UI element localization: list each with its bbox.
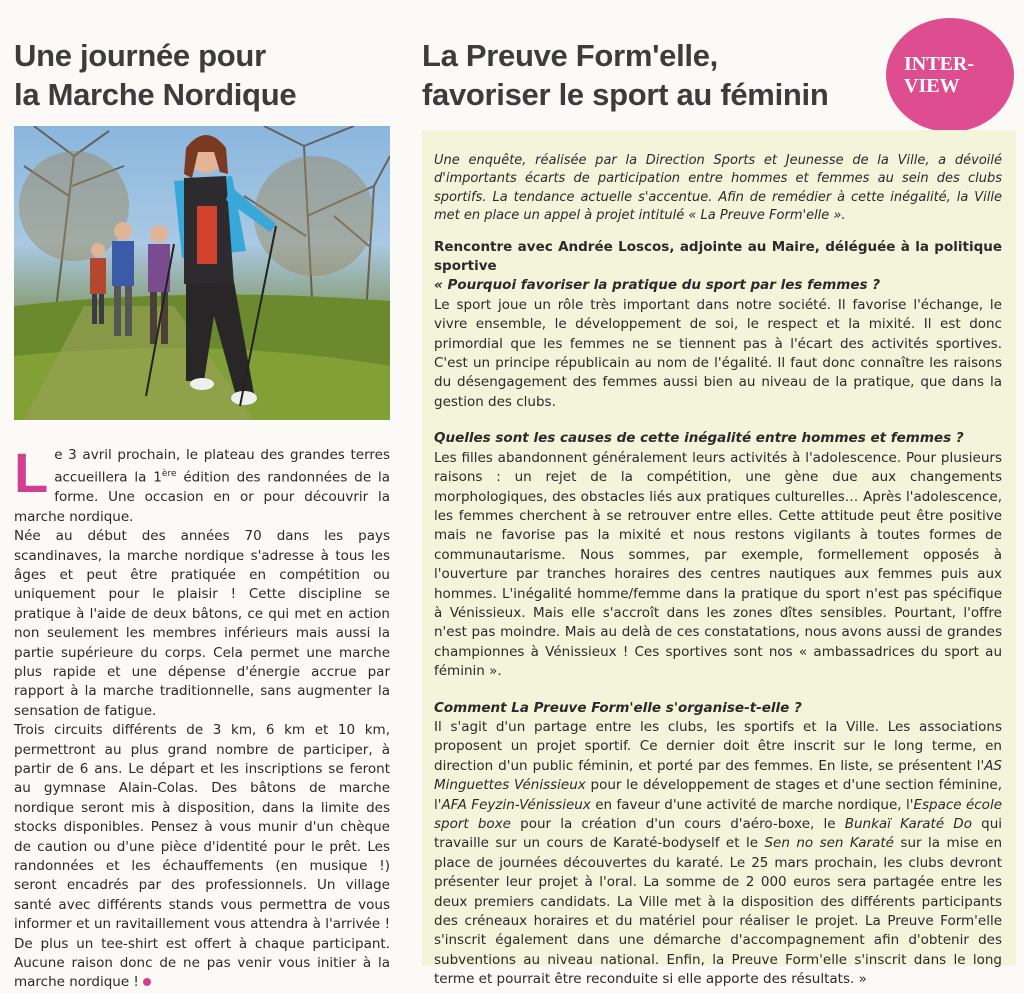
- answer-3-part3: en faveur d'une activité de marche nordique, l': [590, 796, 914, 813]
- left-p1-sup: ère: [161, 469, 177, 480]
- spacer: [434, 412, 1002, 429]
- interview-meeting: Rencontre avec Andrée Loscos, adjointe au Maire, déléguée à la politique sportive: [434, 238, 1002, 275]
- answer-1: Le sport joue un rôle très important dans notre société. Il favorise l'échange, le vivre ensemble, le développement de soi, le respect et la mixité. Il est donc primordial que les femmes ne se tiennent pas à l'écart des activités sportives. C'est un principe républicain au nom de l'égalité. Il faut donc connaître les raisons du désengagement des femmes aussi bien au niveau de la pratique, que dans la gestion des clubs.: [434, 296, 1002, 410]
- badge-line1: INTER-: [904, 53, 975, 75]
- left-paragraph-1: [14, 441, 390, 527]
- badge-line2: VIEW: [904, 75, 960, 97]
- interview-badge: [886, 18, 1014, 132]
- answer-3: [434, 718, 1002, 990]
- nordic-walking-photo: [14, 126, 390, 420]
- end-mark-icon: [143, 978, 151, 986]
- question-1: « Pourquoi favoriser la pratique du sport par les femmes ?: [434, 277, 881, 294]
- answer-3-part6: sur la mise en place de journées découvertes du karaté. Le 25 mars prochain, les clubs devront présenter leur projet à l'oral. La somme de 2 000 euros sera partagée entre les deux premiers candidats. La Ville met à la disposition des différents participants des créneaux horaires et du matériel pour réaliser le projet. La Preuve Form'elle s'inscrit également dans une démarche d'accompagnement afin d'obtenir des subventions au niveau national. Enfin, la Preuve Form'elle s'inscrit dans le long terme et pourrait être reconduite si elle apporte des résultats. »: [434, 835, 1002, 988]
- left-p1-text-a: e 3 avril prochain, le plateau des grandes terres accueillera la 1: [54, 447, 390, 486]
- club-espace-ecole-boxe: Espace école sport boxe: [434, 796, 1002, 832]
- right-article-title: [422, 36, 882, 114]
- club-bunkai-karate: Bunkaï Karaté Do: [844, 816, 972, 832]
- left-article: [14, 36, 392, 420]
- left-article-title: [14, 36, 392, 114]
- left-article-body: [14, 441, 390, 993]
- left-paragraph-2: Née au début des années 70 dans les pays scandinaves, la marche nordique s'adresse à tous les âges et peut être pratiquée en compétition ou uniquement pour le plaisir ! Cette discipline se pratique à l'aide de deux bâtons, ce qui met en action non seulement les membres inférieurs mais aussi la partie supérieure du corps. Cela permet une marche plus rapide et une dépense d'énergie accrue par rapport à la marche traditionnelle, sans augmenter la sensation de fatigue.: [14, 528, 390, 719]
- answer-3-part5: qui travaille sur un cours de Karaté-bodyself et le: [434, 816, 1003, 852]
- right-title-line1: La Preuve Form'elle,: [422, 38, 718, 73]
- answer-3-part2: pour le développement de stages et d'une section féminine, l': [434, 777, 1003, 813]
- answer-3-part4: pour la création d'un cours d'aéro-boxe, le: [511, 816, 845, 832]
- question-3: Comment La Preuve Form'elle s'organise-t-elle ?: [434, 699, 802, 716]
- left-p1-text-b: édition des randonnées de la forme. Une occasion en or pour découvrir la marche nordique.: [14, 469, 390, 525]
- left-p3-text: Trois circuits différents de 3 km, 6 km et 10 km, permettront au plus grand nombre de participer, à partir de 6 ans. Le départ et les inscriptions se feront au gymnase Alain-Colas. Des bâtons de marche nordique seront mis à disposition, dans la limite des stocks disponibles. Pensez à vous munir d'un chèque de caution ou d'une pièce d'identité pour le prêt. Les randonnées et les échauffements (en musique !) seront encadrés par des professionnels. Un village santé avec différents stands vous permettra de vous informer et un ravitaillement vous attendra à l'arrivée ! De plus un tee-shirt est offert à chaque participant. Aucune raison donc de ne pas venir vous initier à la marche nordique !: [14, 722, 390, 991]
- question-2: Quelles sont les causes de cette inégalité entre hommes et femmes ?: [434, 430, 964, 447]
- club-as-minguettes: AS Minguettes Vénissieux: [434, 757, 1002, 794]
- answer-2: Les filles abandonnent généralement leurs activités à l'adolescence. Pour plusieurs raisons : un rejet de la compétition, une gène due aux changements morphologiques, des obstacles liés aux pratiques culturelles… Après l'adolescence, les femmes cherchent à se retrouver entre elles. Cette attitude peut être positive mais ne favorise pas la mixité et nous restons vigilants à toutes formes de communautarisme. Nous sommes, par exemple, formellement opposés à l'ouverture par tranches horaires des centres nautiques aux femmes puis aux hommes. L'inégalité homme/femme dans la pratique du sport n'est pas spécifique à Vénissieux. Mais elle s'accroît dans les zones dîtes sensibles. Pourtant, l'offre n'est pas moindre. Mais au delà de ces constatations, nous avons aussi de grandes championnes à Vénissieux ! Ces sportives sont nos « ambassadrices du sport au féminin ».: [434, 449, 1002, 680]
- interview-panel: [422, 130, 1016, 988]
- answer-3-part1: Il s'agit d'un partage entre les clubs, les sportifs et la Ville. Les associations proposent un projet sportif. Ce dernier doit être inscrit sur le long terme, en direction d'un public féminin, et porté par des femmes. En liste, se présentent l': [434, 718, 1002, 774]
- interview-intro: Une enquête, réalisée par la Direction Sports et Jeunesse de la Ville, a dévoilé d'importants écarts de participation entre hommes et femmes au sein des clubs sportifs. La tendance actuelle s'accentue. Afin de remédier à cette inégalité, la Ville met en place un appel à projet intitulé « La Preuve Form'elle ».: [434, 153, 1002, 224]
- photo-illustration: [14, 126, 390, 420]
- spacer: [434, 682, 1002, 699]
- club-afa-feyzin: AFA Feyzin-Vénissieux: [441, 796, 591, 813]
- left-paragraph-3: [14, 721, 390, 993]
- left-title-line1: Une journée pour: [14, 38, 266, 73]
- dropcap: L: [14, 441, 49, 504]
- club-sen-no-sen: Sen no sen Karaté: [764, 835, 894, 852]
- left-title-line2: la Marche Nordique: [14, 77, 297, 112]
- right-title-line2: favoriser le sport au féminin: [422, 77, 829, 112]
